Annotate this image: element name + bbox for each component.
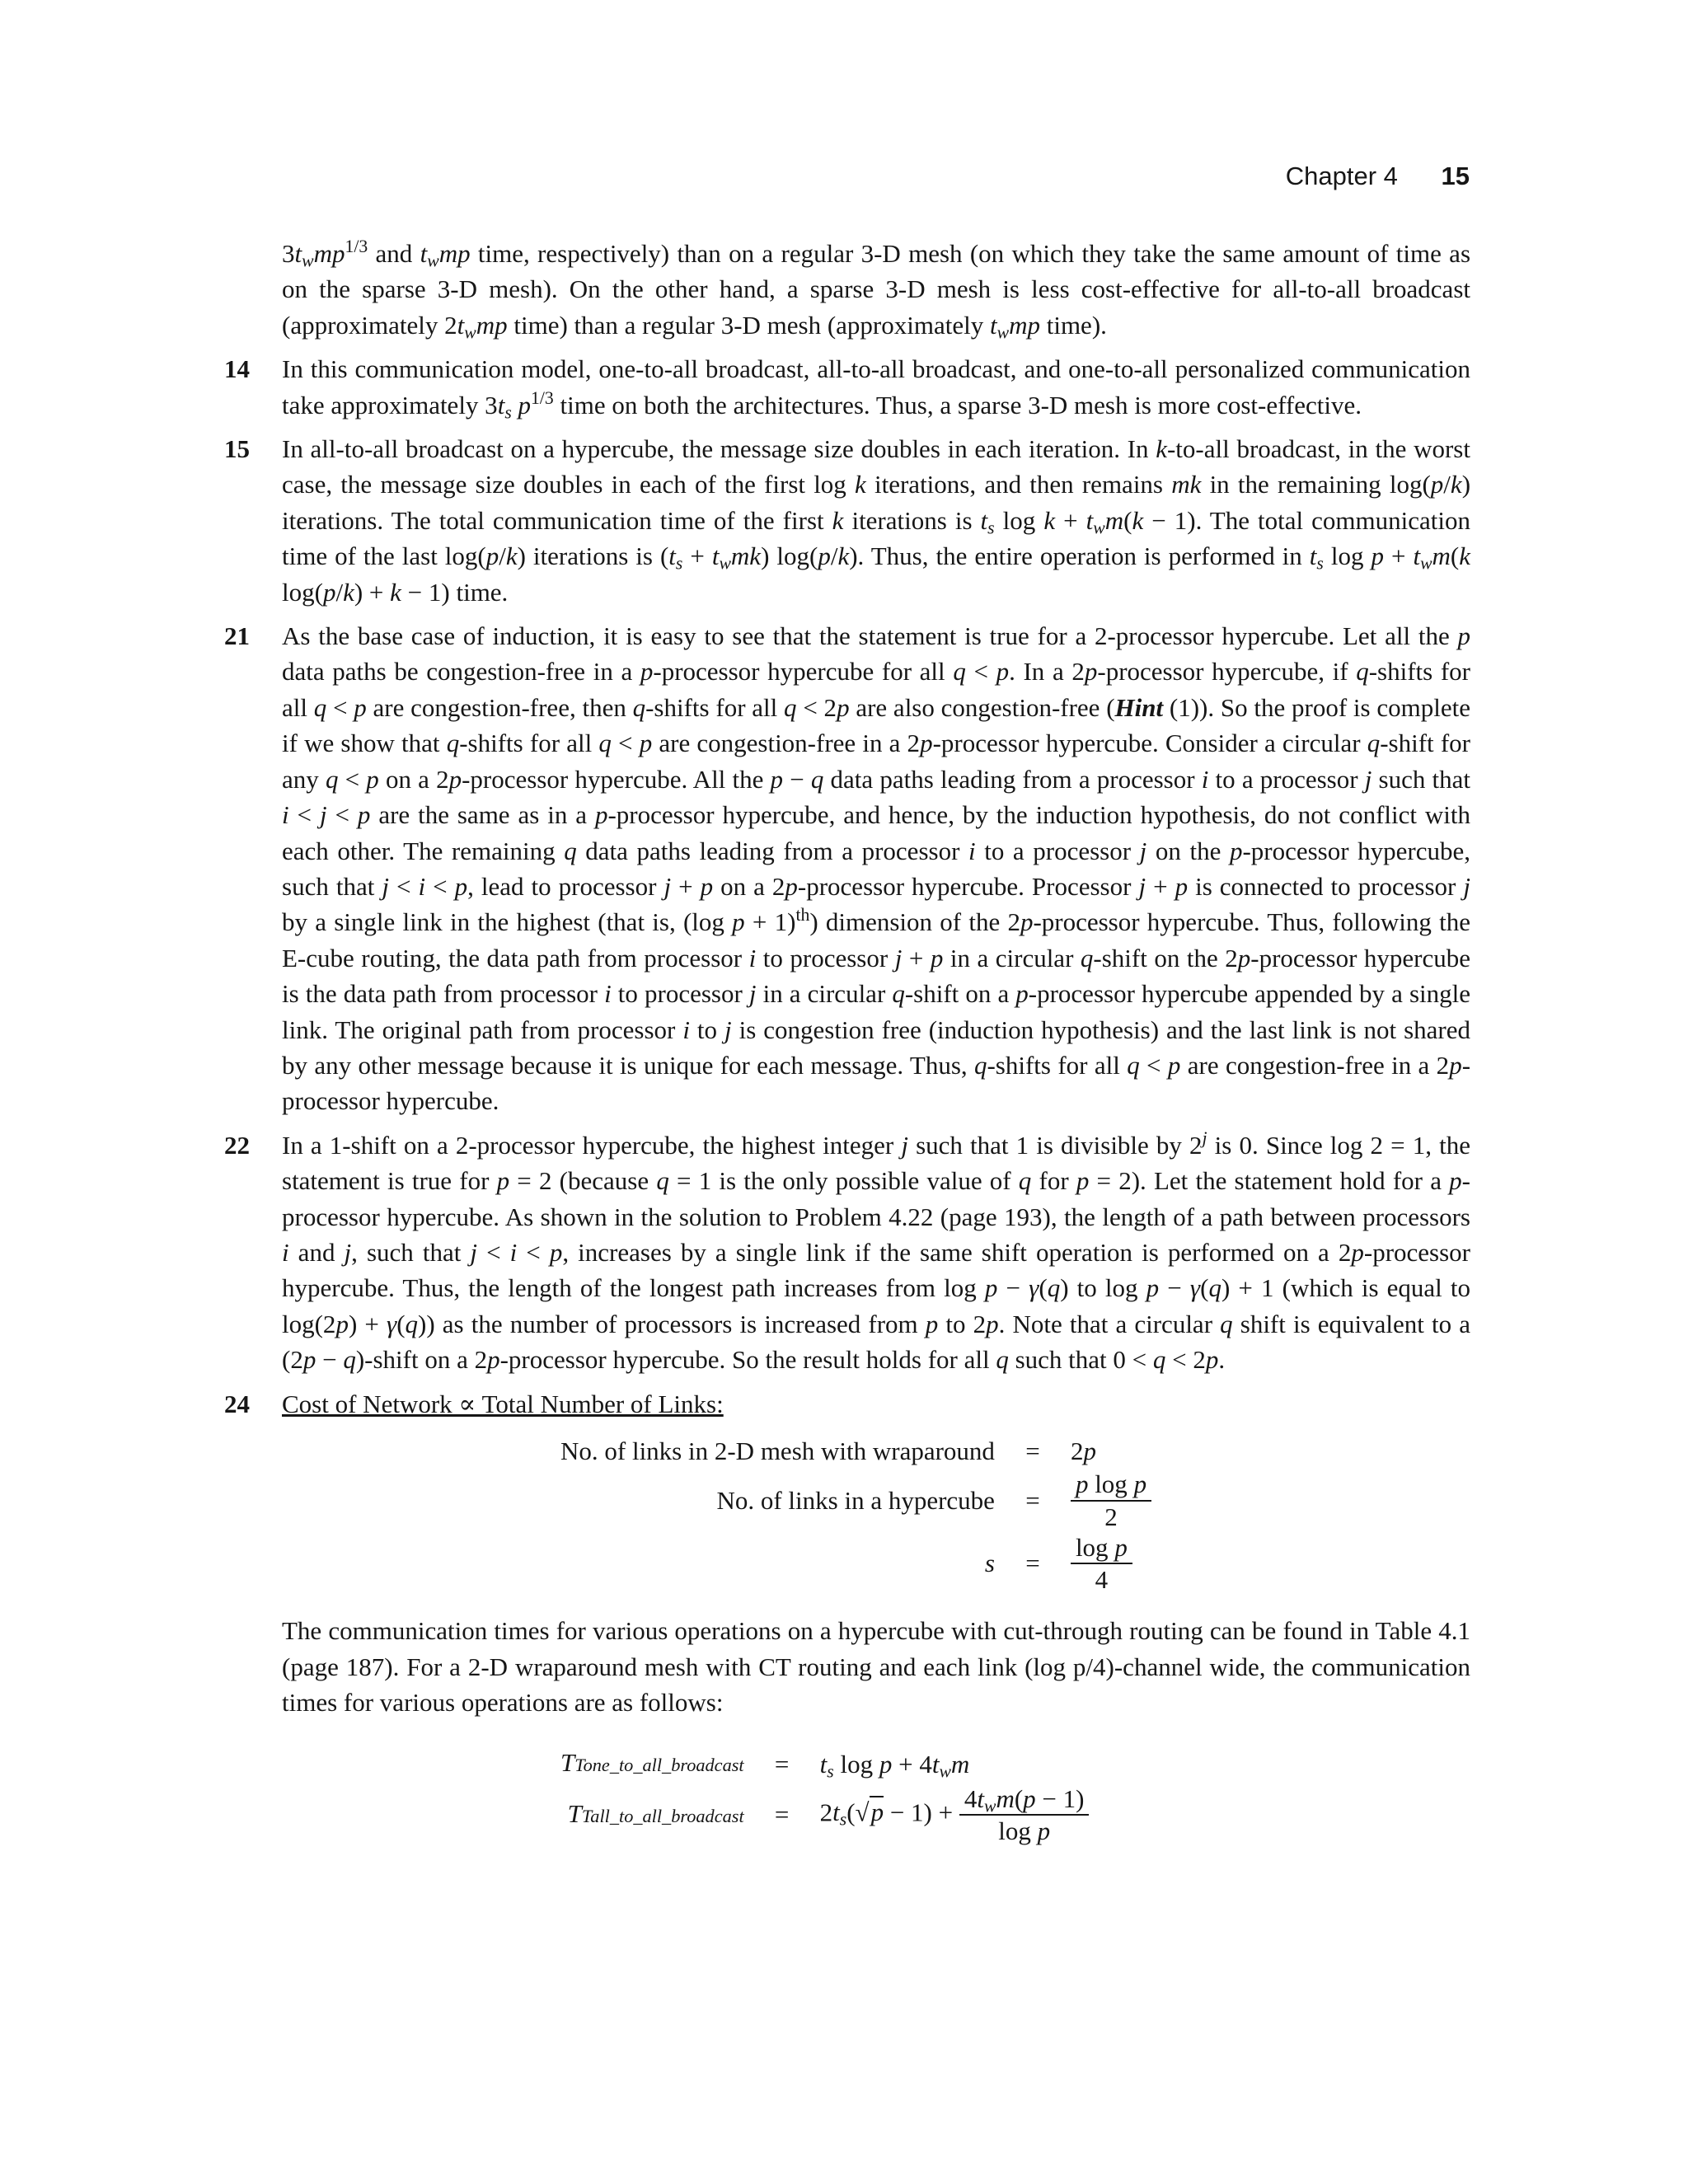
cost-heading: Cost of Network ∝ Total Number of Links: — [282, 1389, 724, 1418]
solution-text: As the base case of induction, it is easy to see that the statement is true for a 2-processor hypercube. Let all the p data paths be congestion-free in a p-processor hypercube for all q < p. In a 2p-processor hypercube, if q-shifts for all q < p are congestion-free, then q-shifts for all q < 2p are also congestion-free (Hint (1)). So the proof is complete if we show that q-shifts for all q < p are congestion-free in a 2p-processor hypercube. Consider a circular q-shift for any q < p on a 2p-processor hypercube. All the p − q data paths leading from a processor i to a processor j such that i < j < p are the same as in a p-processor hypercube, and hence, by the induction hypothesis, do not conflict with each other. The remaining q data paths leading from a processor i to a processor j on the p-processor hypercube, such that j < i < p, lead to processor j + p on a 2p-processor hypercube. Processor j + p is connected to processor j by a single link in the highest (that is, (log p + 1)$^{th}$) dimension of the 2p-processor hypercube. Thus, following the E-cube routing, the data path from processor i to processor j + p in a circular q-shift on the 2p-processor hypercube is the data path from processor i to processor j in a circular q-shift on a p-processor hypercube appended by a single link. The original path from processor i to j is congestion free (induction hypothesis) and the last link is not shared by any other message because it is unique for each message. Thus, q-shifts for all q < p are congestion-free in a 2p-processor hypercube. — [282, 621, 1471, 1116]
equation-row: No. of links in 2-D mesh with wraparound = 2p — [554, 1433, 1158, 1469]
equation-rhs: $\frac{\text{p log p}}{2}$ — [1064, 1469, 1158, 1531]
solution-number: 24 — [224, 1389, 250, 1418]
equation-row: TTall_to_all_broadcast = $2t_s(√p - 1)$ + $\frac{4t_wm(p - 1)}{\text{log p}}$ — [554, 1783, 1095, 1846]
equation-rhs: $t_s$ $\log p + 4t_wm$ — [819, 1749, 970, 1782]
links-equations — [554, 1433, 1158, 1595]
equation-row: TTone_to_all_broadcast = $t_s$ $\log p + 4t_wm$ — [554, 1745, 1095, 1783]
equation-lhs: No. of links in 2-D mesh with wraparound — [560, 1436, 995, 1465]
solution-24 — [224, 1386, 1470, 1847]
solution-number: 15 — [224, 434, 250, 464]
continued-solution-text: $3t_wmp^{1/3}$ and $t_wmp$ time, respectively) than on a regular 3-D mesh (on which they take the same amount of time as on the sparse 3-D mesh). On the other hand, a sparse 3-D mesh is less cost-effective for all-to-all broadcast (approximately $2t_wmp$ time) than a regular 3-D mesh (approximately $t_wmp$ time). — [282, 237, 1471, 343]
communication-time-equations — [554, 1745, 1095, 1846]
equation-rhs: 2p — [1070, 1436, 1096, 1465]
equation-row: s = $\frac{\text{log p}}{4}$ — [554, 1532, 1158, 1595]
solution-number: 14 — [224, 354, 250, 384]
equation-lhs: s — [984, 1549, 995, 1578]
running-header — [1286, 162, 1470, 191]
equation-lhs: TTone_to_all_broadcast — [560, 1748, 744, 1778]
solution-number: 21 — [224, 621, 250, 651]
solution-text: In a 1-shift on a 2-processor hypercube, the highest integer j such that 1 is divisible by 2$^j$ is 0. Since log 2 = 1, the statement is true for p = 2 (because q = 1 is the only possible value of q for p = 2). Let the statement hold for a p-processor hypercube. As shown in the solution to Problem 4.22 (page 193), the length of a path between processors i and j, such that j < i < p, increases by a single link if the same shift operation is performed on a 2p-processor hypercube. Thus, the length of the longest path increases from log p − γ(q) to log p − γ(q) + 1 (which is equal to log(2p) + γ(q)) as the number of processors is increased from p to 2p. Note that a circular q shift is equivalent to a (2p − q)-shift on a 2p-processor hypercube. So the result holds for all q such that 0 < q < 2p. — [282, 1127, 1471, 1375]
solution-21 — [224, 618, 1470, 1119]
equation-lhs: No. of links in a hypercube — [716, 1485, 995, 1515]
solutions-body — [224, 236, 1470, 1846]
equation-lhs: TTall_to_all_broadcast — [567, 1798, 744, 1828]
equation-row: No. of links in a hypercube = $\frac{\text{p log p}}{2}$ — [554, 1469, 1158, 1531]
chapter-label: Chapter 4 — [1285, 162, 1398, 190]
solution-text: In all-to-all broadcast on a hypercube, the message size doubles in each iteration. In k-to-all broadcast, in the worst case, the message size doubles in each of the first log k iterations, and then remains mk in the remaining log(p/k) iterations. The total communication time of the first k iterations is $t_s$ $\log k + t_wm(k - 1)$. The total communication time of the last log(p/k) iterations is $(t_s + t_wmk)$ log(p/k). Thus, the entire operation is performed in $t_s$ $\log p + t_wm(k$ log(p/k) + k − 1) time. — [282, 434, 1471, 607]
solution-number: 22 — [224, 1130, 250, 1160]
solution-14 — [224, 351, 1470, 423]
equation-rhs: $\frac{\text{log p}}{4}$ — [1064, 1532, 1158, 1595]
ct-routing-paragraph: The communication times for various operations on a hypercube with cut-through routing can be found in Table 4.1 (page 187). For a 2-D wraparound mesh with CT routing and each link (log p/4)-channel wide, the communication times for various operations are as follows: — [282, 1616, 1470, 1717]
solution-22 — [224, 1127, 1470, 1378]
equation-rhs: $2t_s(√p - 1)$ + $\frac{4t_wm(p - 1)}{\text{log p}}$ — [814, 1783, 1096, 1846]
solution-text: In this communication model, one-to-all broadcast, all-to-all broadcast, and one-to-all personalized communication take approximately $3t_s$ $p^{1/3}$ time on both the architectures. Thus, a sparse 3-D mesh is more cost-effective. — [282, 354, 1470, 423]
page-number: 15 — [1441, 162, 1470, 190]
solution-15 — [224, 431, 1470, 610]
